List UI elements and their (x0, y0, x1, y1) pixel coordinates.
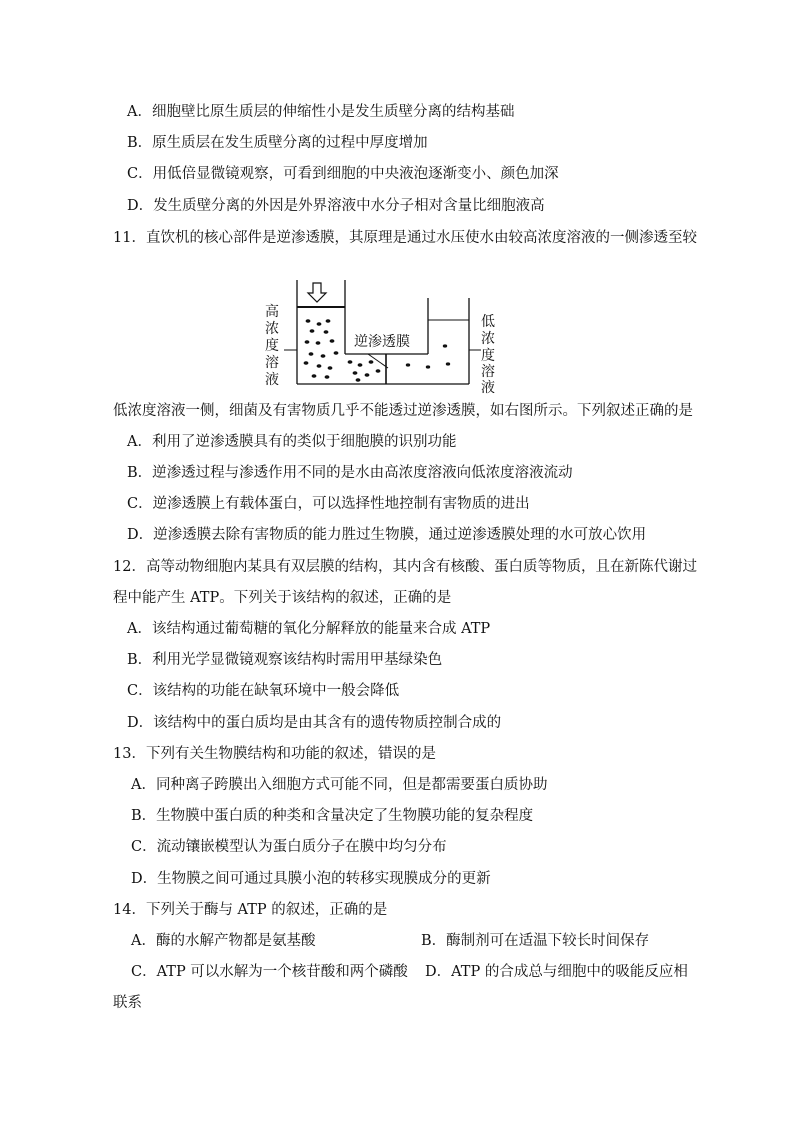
q13-option-c: C．流动镶嵌模型认为蛋白质分子在膜中均匀分布 (131, 839, 447, 855)
reverse-osmosis-figure (256, 276, 502, 394)
left-label-char-1: 高 (265, 304, 279, 320)
q14-stem: 14．下列关于酶与 ATP 的叙述，正确的是 (113, 902, 388, 918)
q14-option-d-line1: D．ATP 的合成总与细胞中的吸能反应相 (425, 964, 688, 980)
membrane-label: 逆渗透膜 (354, 334, 410, 350)
q11-option-d: D．逆渗透膜去除有害物质的能力胜过生物膜，通过逆渗透膜处理的水可放心饮用 (127, 527, 647, 543)
q14-option-a: A．酶的水解产物都是氨基酸 (131, 933, 316, 949)
q11-option-a: A．利用了逆渗透膜具有的类似于细胞膜的识别功能 (127, 434, 457, 450)
left-label-char-3: 度 (265, 338, 279, 354)
q10-option-d: D．发生质壁分离的外因是外界溶液中水分子相对含量比细胞液高 (127, 198, 545, 214)
q11-option-c: C．逆渗透膜上有载体蛋白，可以选择性地控制有害物质的进出 (127, 496, 530, 512)
right-label-char-2: 浓 (481, 331, 495, 347)
q10-option-b: B．原生质层在发生质壁分离的过程中厚度增加 (127, 135, 428, 151)
q14-option-c: C．ATP 可以水解为一个核苷酸和两个磷酸 (131, 964, 408, 980)
right-label-char-1: 低 (481, 314, 495, 330)
q13-option-d: D．生物膜之间可通过具膜小泡的转移实现膜成分的更新 (131, 871, 491, 887)
q14-option-b: B．酶制剂可在适温下较长时间保存 (421, 933, 650, 949)
right-label-char-3: 度 (481, 348, 495, 364)
left-label-char-2: 浓 (265, 321, 279, 337)
q12-stem-line1: 12．高等动物细胞内某具有双层膜的结构，其内含有核酸、蛋白质等物质，且在新陈代谢过 (113, 559, 697, 575)
right-label-char-5: 液 (481, 380, 495, 394)
q12-option-a: A．该结构通过葡萄糖的氧化分解释放的能量来合成 ATP (127, 621, 491, 637)
q12-option-d: D．该结构中的蛋白质均是由其含有的遗传物质控制合成的 (127, 715, 502, 731)
left-label-char-4: 溶 (265, 355, 279, 371)
q10-option-a: A．细胞壁比原生质层的伸缩性小是发生质壁分离的结构基础 (127, 104, 515, 120)
q11-stem-line1: 11．直饮机的核心部件是逆渗透膜，其原理是通过水压使水由较高浓度溶液的一侧渗透至较 (113, 230, 697, 246)
q14-option-d-line2: 联系 (113, 995, 142, 1011)
q10-option-c: C．用低倍显微镜观察，可看到细胞的中央液泡逐渐变小、颜色加深 (127, 166, 559, 182)
q13-option-b: B．生物膜中蛋白质的种类和含量决定了生物膜功能的复杂程度 (131, 808, 534, 824)
q13-stem: 13．下列有关生物膜结构和功能的叙述，错误的是 (113, 746, 436, 762)
left-label-char-5: 液 (265, 372, 279, 388)
q12-option-c: C．该结构的功能在缺氧环境中一般会降低 (127, 683, 400, 699)
q11-stem-line2: 低浓度溶液一侧，细菌及有害物质几乎不能透过逆渗透膜，如右图所示。下列叙述正确的是 (113, 403, 693, 419)
right-label-char-4: 溶 (481, 364, 495, 380)
q12-option-b: B．利用光学显微镜观察该结构时需用甲基绿染色 (127, 652, 443, 668)
q12-stem-line2: 程中能产生 ATP。下列关于该结构的叙述，正确的是 (113, 590, 452, 606)
q11-option-b: B．逆渗透过程与渗透作用不同的是水由高浓度溶液向低浓度溶液流动 (127, 465, 573, 481)
q13-option-a: A．同种离子跨膜出入细胞方式可能不同，但是都需要蛋白质协助 (131, 777, 548, 793)
